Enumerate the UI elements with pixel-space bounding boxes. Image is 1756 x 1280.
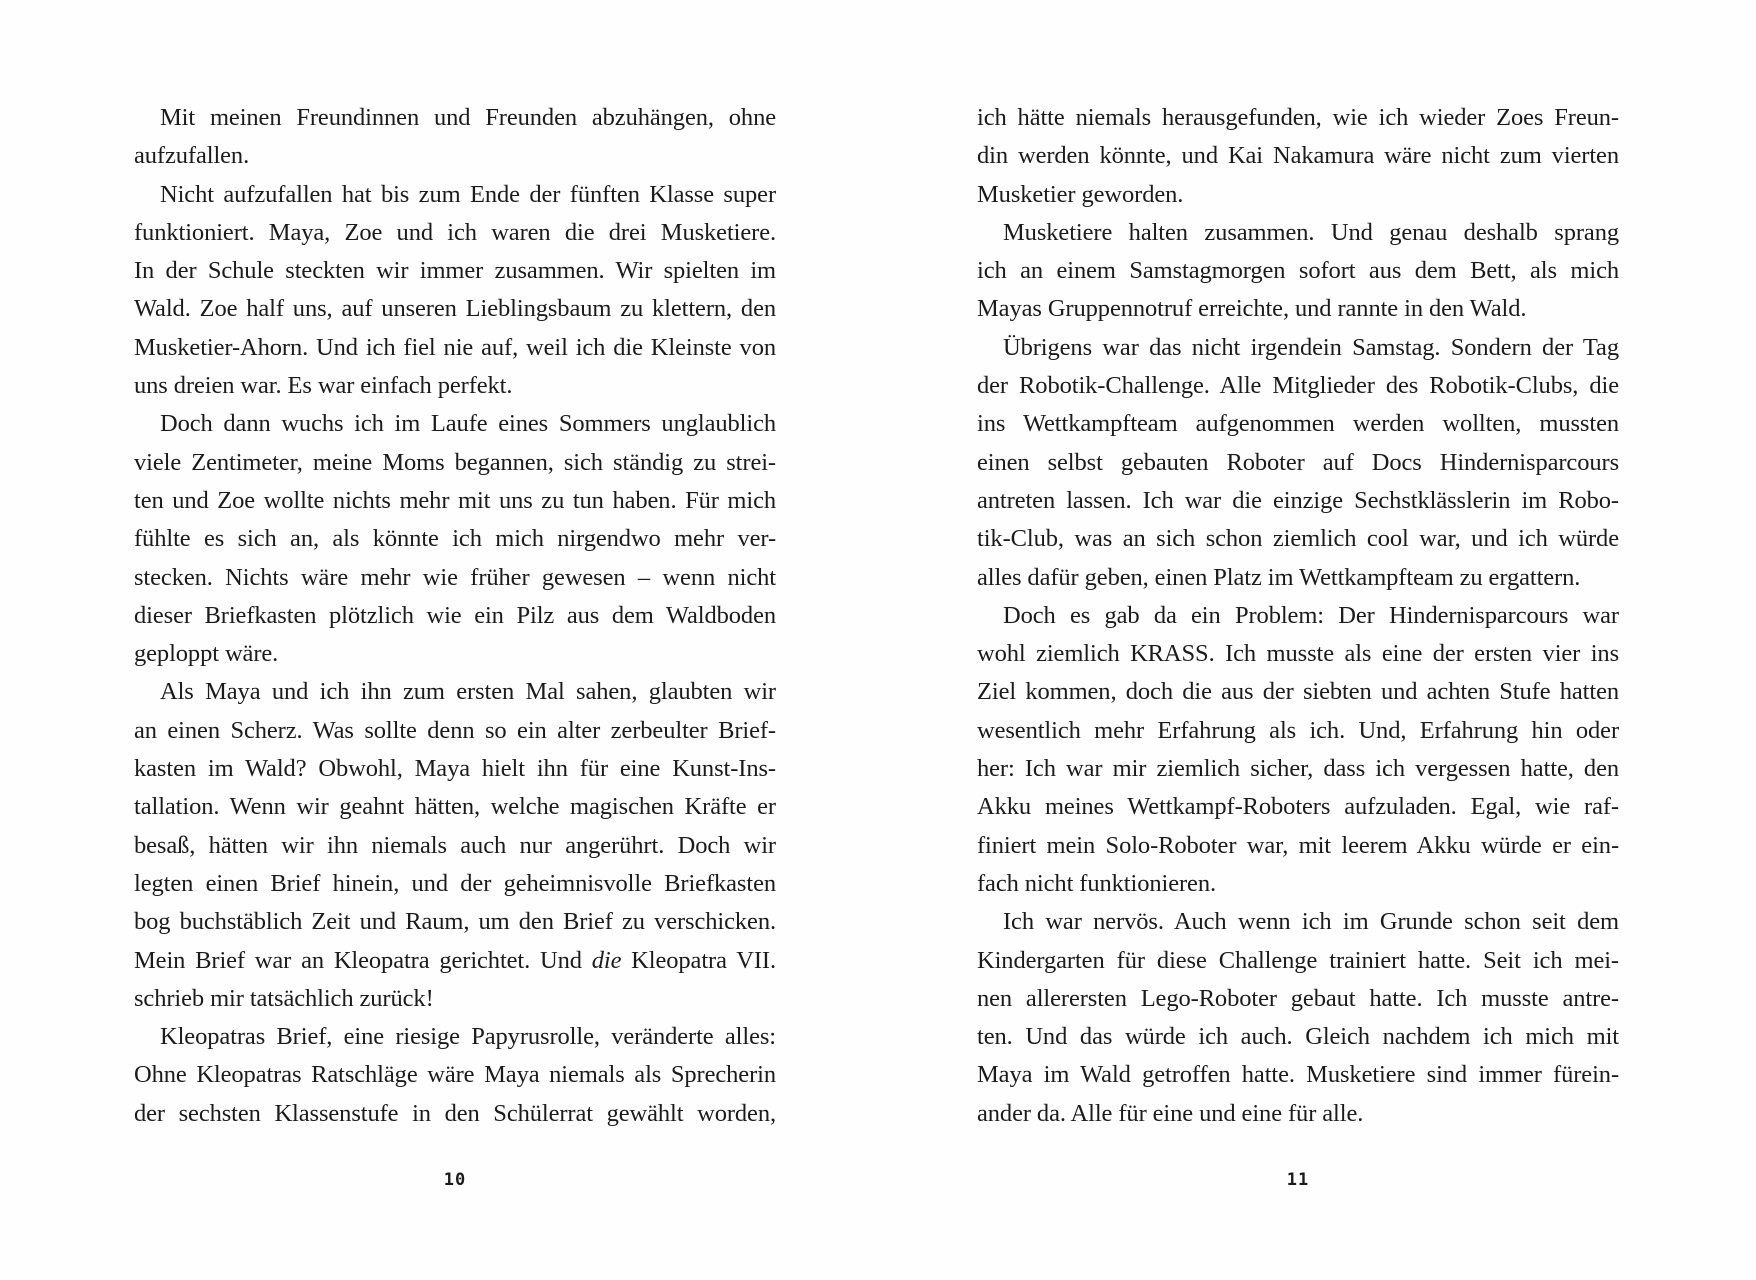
text-segment: Kleopatra VII. <box>621 946 776 974</box>
text-line: Wald. Zoe half uns, auf unseren Lieblingsbaum zu klettern, den <box>134 295 776 323</box>
text-line: fühlte es sich an, als könnte ich mich nirgendwo mehr ver- <box>134 525 776 553</box>
text-line: Mayas Gruppennotruf erreichte, und rannte in den Wald. <box>977 295 1527 323</box>
text-line: Musketier-Ahorn. Und ich fiel nie auf, weil ich die Kleinste von <box>134 333 776 361</box>
text-line: alles dafür geben, einen Platz im Wettkampfteam zu ergattern. <box>977 563 1581 591</box>
text-line: Doch es gab da ein Problem: Der Hindernisparcours war <box>1003 601 1619 629</box>
text-line: Musketier geworden. <box>977 180 1184 208</box>
text-line: der Robotik-Challenge. Alle Mitglieder des Robotik-Clubs, die <box>977 372 1619 400</box>
text-line: fach nicht funktionieren. <box>977 869 1217 897</box>
text-line: Kindergarten für diese Challenge trainiert hatte. Seit ich mei- <box>977 946 1619 974</box>
text-segment: Mein Brief war an Kleopatra gerichtet. Und <box>134 946 592 974</box>
text-line: finiert mein Solo-Roboter war, mit leerem Akku würde er ein- <box>977 831 1619 859</box>
text-line: bog buchstäblich Zeit und Raum, um den Brief zu verschicken. <box>134 908 776 936</box>
text-line: tallation. Wenn wir geahnt hätten, welche magischen Kräfte er <box>134 793 776 821</box>
text-line: Ohne Kleopatras Ratschläge wäre Maya niemals als Sprecherin <box>134 1061 776 1089</box>
text-line: besaß, hätten wir ihn niemals auch nur angerührt. Doch wir <box>134 831 776 859</box>
text-line: wesentlich mehr Erfahrung als ich. Und, Erfahrung hin oder <box>977 716 1619 744</box>
text-line: Kleopatras Brief, eine riesige Papyrusrolle, veränderte alles: <box>160 1023 776 1051</box>
page-number-right: 11 <box>1286 1170 1310 1190</box>
body-text-right <box>977 99 1619 1133</box>
text-line: tik-Club, was an sich schon ziemlich cool war, und ich würde <box>977 525 1619 553</box>
text-line <box>134 942 776 980</box>
text-line: Nicht aufzufallen hat bis zum Ende der fünften Klasse super <box>160 180 776 208</box>
text-line: aufzufallen. <box>134 142 250 170</box>
book-page-right <box>878 0 1756 1280</box>
text-line: dieser Briefkasten plötzlich wie ein Pilz aus dem Waldboden <box>134 601 776 629</box>
text-line: ich an einem Samstagmorgen sofort aus dem Bett, als mich <box>977 257 1619 285</box>
text-line: der sechsten Klassenstufe in den Schülerrat gewählt worden, <box>134 1099 776 1127</box>
text-line: Übrigens war das nicht irgendein Samstag. Sondern der Tag <box>1003 333 1619 361</box>
text-line: kasten im Wald? Obwohl, Maya hielt ihn für eine Kunst-Ins- <box>134 755 776 783</box>
text-line: nen allerersten Lego-Roboter gebaut hatte. Ich musste antre- <box>977 984 1619 1012</box>
text-line: her: Ich war mir ziemlich sicher, dass ich vergessen hatte, den <box>977 755 1619 783</box>
emphasized-text: die <box>591 946 622 974</box>
text-line: din werden könnte, und Kai Nakamura wäre nicht zum vierten <box>977 142 1619 170</box>
page-number-left: 10 <box>443 1170 467 1190</box>
text-line: Akku meines Wettkampf-Roboters aufzuladen. Egal, wie raf- <box>977 793 1619 821</box>
text-line: funktioniert. Maya, Zoe und ich waren die drei Musketiere. <box>134 218 776 246</box>
text-line: In der Schule steckten wir immer zusammen. Wir spielten im <box>134 257 776 285</box>
text-line: viele Zentimeter, meine Moms begannen, sich ständig zu strei- <box>134 448 776 476</box>
text-line: schrieb mir tatsächlich zurück! <box>134 984 434 1012</box>
text-line: uns dreien war. Es war einfach perfekt. <box>134 372 513 400</box>
text-line: legten einen Brief hinein, und der geheimnisvolle Briefkasten <box>134 869 776 897</box>
text-line: antreten lassen. Ich war die einzige Sechstklässlerin im Robo- <box>977 486 1619 514</box>
text-line: Musketiere halten zusammen. Und genau deshalb sprang <box>1003 218 1619 246</box>
text-line: Als Maya und ich ihn zum ersten Mal sahen, glaubten wir <box>160 678 776 706</box>
text-line: Mit meinen Freundinnen und Freunden abzuhängen, ohne <box>160 104 776 131</box>
text-line: ander da. Alle für eine und eine für alle. <box>977 1099 1364 1127</box>
text-line: Ziel kommen, doch die aus der siebten und achten Stufe hatten <box>977 678 1619 706</box>
text-line: Maya im Wald getroffen hatte. Musketiere sind immer fürein- <box>977 1061 1619 1089</box>
text-line: ten. Und das würde ich auch. Gleich nachdem ich mich mit <box>977 1023 1619 1051</box>
text-line: stecken. Nichts wäre mehr wie früher gewesen – wenn nicht <box>134 563 776 591</box>
text-line: ich hätte niemals herausgefunden, wie ich wieder Zoes Freun- <box>977 104 1619 131</box>
text-line: Doch dann wuchs ich im Laufe eines Sommers unglaublich <box>160 410 776 438</box>
text-line: geploppt wäre. <box>134 640 279 668</box>
text-line: wohl ziemlich KRASS. Ich musste als eine der ersten vier ins <box>977 640 1619 668</box>
body-text-left <box>134 99 776 1133</box>
text-line: an einen Scherz. Was sollte denn so ein alter zerbeulter Brief- <box>134 716 776 744</box>
text-line: Ich war nervös. Auch wenn ich im Grunde schon seit dem <box>1003 908 1619 936</box>
text-line: ins Wettkampfteam aufgenommen werden wollten, mussten <box>977 410 1619 438</box>
text-line: ten und Zoe wollte nichts mehr mit uns zu tun haben. Für mich <box>134 486 776 514</box>
text-line: einen selbst gebauten Roboter auf Docs Hindernisparcours <box>977 448 1619 476</box>
